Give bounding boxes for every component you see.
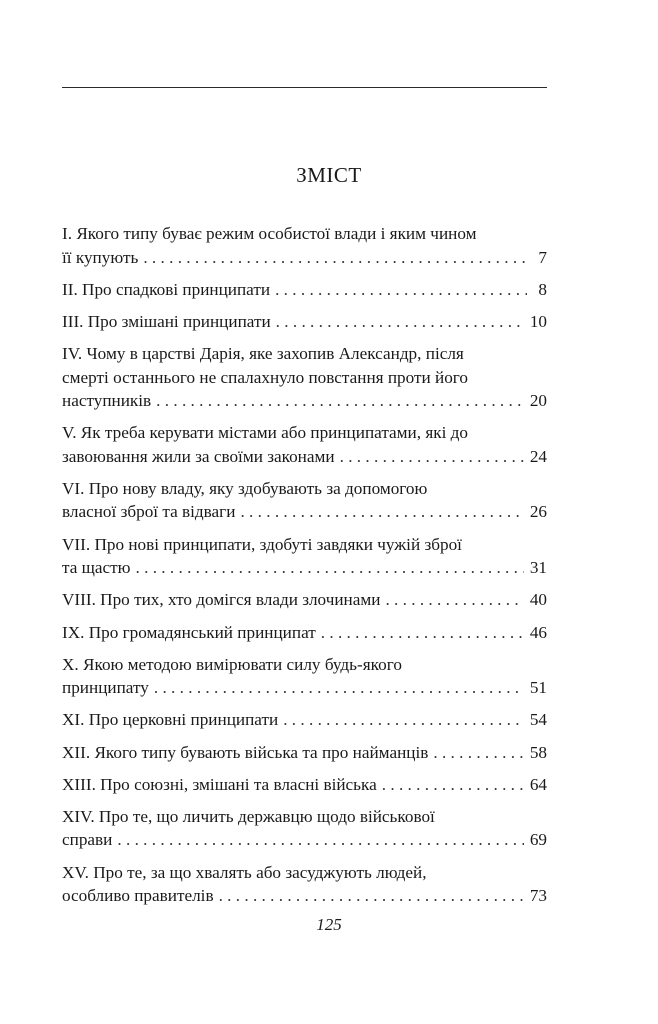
toc-entry bbox=[62, 533, 547, 580]
toc-page-number: 20 bbox=[529, 391, 547, 411]
dot-leader bbox=[275, 278, 527, 302]
toc-page-number: 10 bbox=[529, 311, 547, 331]
toc-entry bbox=[62, 421, 547, 468]
toc-entry bbox=[62, 342, 547, 413]
toc-entry bbox=[62, 477, 547, 524]
toc-list bbox=[62, 222, 547, 916]
toc-page-number: 73 bbox=[529, 886, 547, 906]
toc-entry-last-line bbox=[62, 445, 547, 469]
dot-leader bbox=[340, 445, 524, 469]
toc-page-number: 40 bbox=[529, 590, 547, 610]
toc-entry-text: XIII. Про союзні, змішані та власні війська bbox=[62, 774, 377, 794]
toc-entry-text: принципату bbox=[62, 678, 149, 698]
dot-leader bbox=[276, 310, 524, 334]
toc-entry-text: I. Якого типу буває режим особистої влади і яким чином bbox=[62, 224, 477, 243]
toc-entry bbox=[62, 805, 547, 852]
toc-entry bbox=[62, 861, 547, 908]
dot-leader bbox=[143, 246, 527, 270]
toc-page-number: 7 bbox=[538, 247, 547, 267]
dot-leader bbox=[219, 884, 524, 908]
toc-entry bbox=[62, 653, 547, 700]
toc-page-number: 58 bbox=[529, 742, 547, 762]
dot-leader bbox=[156, 389, 524, 413]
toc-page-number: 26 bbox=[529, 502, 547, 522]
toc-page-number: 46 bbox=[529, 622, 547, 642]
toc-entry-last-line bbox=[62, 500, 547, 524]
toc-entry-text: IX. Про громадянський принципат bbox=[62, 622, 316, 642]
toc-entry-last-line bbox=[62, 773, 547, 797]
dot-leader bbox=[117, 828, 523, 852]
toc-entry-text: II. Про спадкові принципати bbox=[62, 279, 271, 299]
toc-entry-last-line bbox=[62, 278, 547, 302]
toc-page-number: 64 bbox=[529, 774, 547, 794]
toc-entry bbox=[62, 588, 547, 612]
toc-entry-text: XV. Про те, за що хвалять або засуджують людей, bbox=[62, 862, 427, 882]
dot-leader bbox=[382, 773, 524, 797]
toc-entry-text: VI. Про нову владу, яку здобувають за допомогою bbox=[62, 478, 428, 498]
toc-entry-text: XII. Якого типу бувають війська та про найманців bbox=[62, 742, 429, 762]
toc-entry-last-line bbox=[62, 556, 547, 580]
toc-entry-last-line bbox=[62, 389, 547, 413]
toc-entry bbox=[62, 310, 547, 334]
toc-entry bbox=[62, 708, 547, 732]
toc-entry-last-line bbox=[62, 828, 547, 852]
toc-page-number: 8 bbox=[538, 279, 547, 299]
toc-entry-text: завоювання жили за своїми законами bbox=[62, 446, 335, 466]
dot-leader bbox=[154, 676, 524, 700]
toc-entry-text: смерті останнього не спалахнуло повстання проти його bbox=[62, 367, 469, 387]
toc-entry-text: власної зброї та відваги bbox=[62, 502, 236, 522]
toc-entry-last-line bbox=[62, 708, 547, 732]
toc-entry-last-line bbox=[62, 588, 547, 612]
dot-leader bbox=[136, 556, 524, 580]
toc-page-number: 31 bbox=[529, 558, 547, 578]
toc-page-number: 69 bbox=[529, 830, 547, 850]
toc-entry-text: особливо правителів bbox=[62, 886, 214, 906]
dot-leader bbox=[385, 588, 523, 612]
toc-entry bbox=[62, 773, 547, 797]
dot-leader bbox=[433, 741, 523, 765]
toc-page-number: 54 bbox=[529, 710, 547, 730]
toc-entry-text: XI. Про церковні принципати bbox=[62, 710, 279, 730]
toc-entry-last-line bbox=[62, 741, 547, 765]
toc-entry-text: VII. Про нові принципати, здобуті завдяки чужій зброї bbox=[62, 534, 462, 554]
toc-entry-text: XIV. Про те, що личить державцю щодо військової bbox=[62, 806, 435, 826]
toc-entry-text: X. Якою методою вимірювати силу будь-якого bbox=[62, 654, 402, 674]
toc-entry-text: наступників bbox=[62, 391, 152, 411]
toc-entry bbox=[62, 621, 547, 645]
toc-page-number: 24 bbox=[529, 446, 547, 466]
toc-entry-text: III. Про змішані принципати bbox=[62, 311, 271, 331]
page-title: ЗМІСТ bbox=[296, 163, 362, 187]
toc-entry-text: її купують bbox=[62, 247, 139, 267]
toc-entry bbox=[62, 741, 547, 765]
toc-entry-last-line bbox=[62, 621, 547, 645]
toc-entry-text: VIII. Про тих, хто домігся влади злочинами bbox=[62, 590, 381, 610]
dot-leader bbox=[321, 621, 524, 645]
toc-page-number: 51 bbox=[529, 678, 547, 698]
top-rule bbox=[62, 87, 547, 88]
toc-entry-last-line bbox=[62, 310, 547, 334]
toc-entry-last-line bbox=[62, 884, 547, 908]
page-number: 125 bbox=[316, 915, 342, 934]
dot-leader bbox=[240, 500, 523, 524]
toc-entry bbox=[62, 278, 547, 302]
toc-entry-last-line bbox=[62, 246, 547, 270]
toc-entry-text: справи bbox=[62, 830, 113, 850]
toc-entry-text: IV. Чому в царстві Дарія, яке захопив Александр, після bbox=[62, 344, 464, 364]
toc-entry-text: V. Як треба керувати містами або принципатами, які до bbox=[62, 423, 469, 443]
toc-entry-text: та щастю bbox=[62, 558, 131, 578]
dot-leader bbox=[283, 708, 524, 732]
toc-entry bbox=[62, 222, 547, 269]
toc-entry-last-line bbox=[62, 676, 547, 700]
